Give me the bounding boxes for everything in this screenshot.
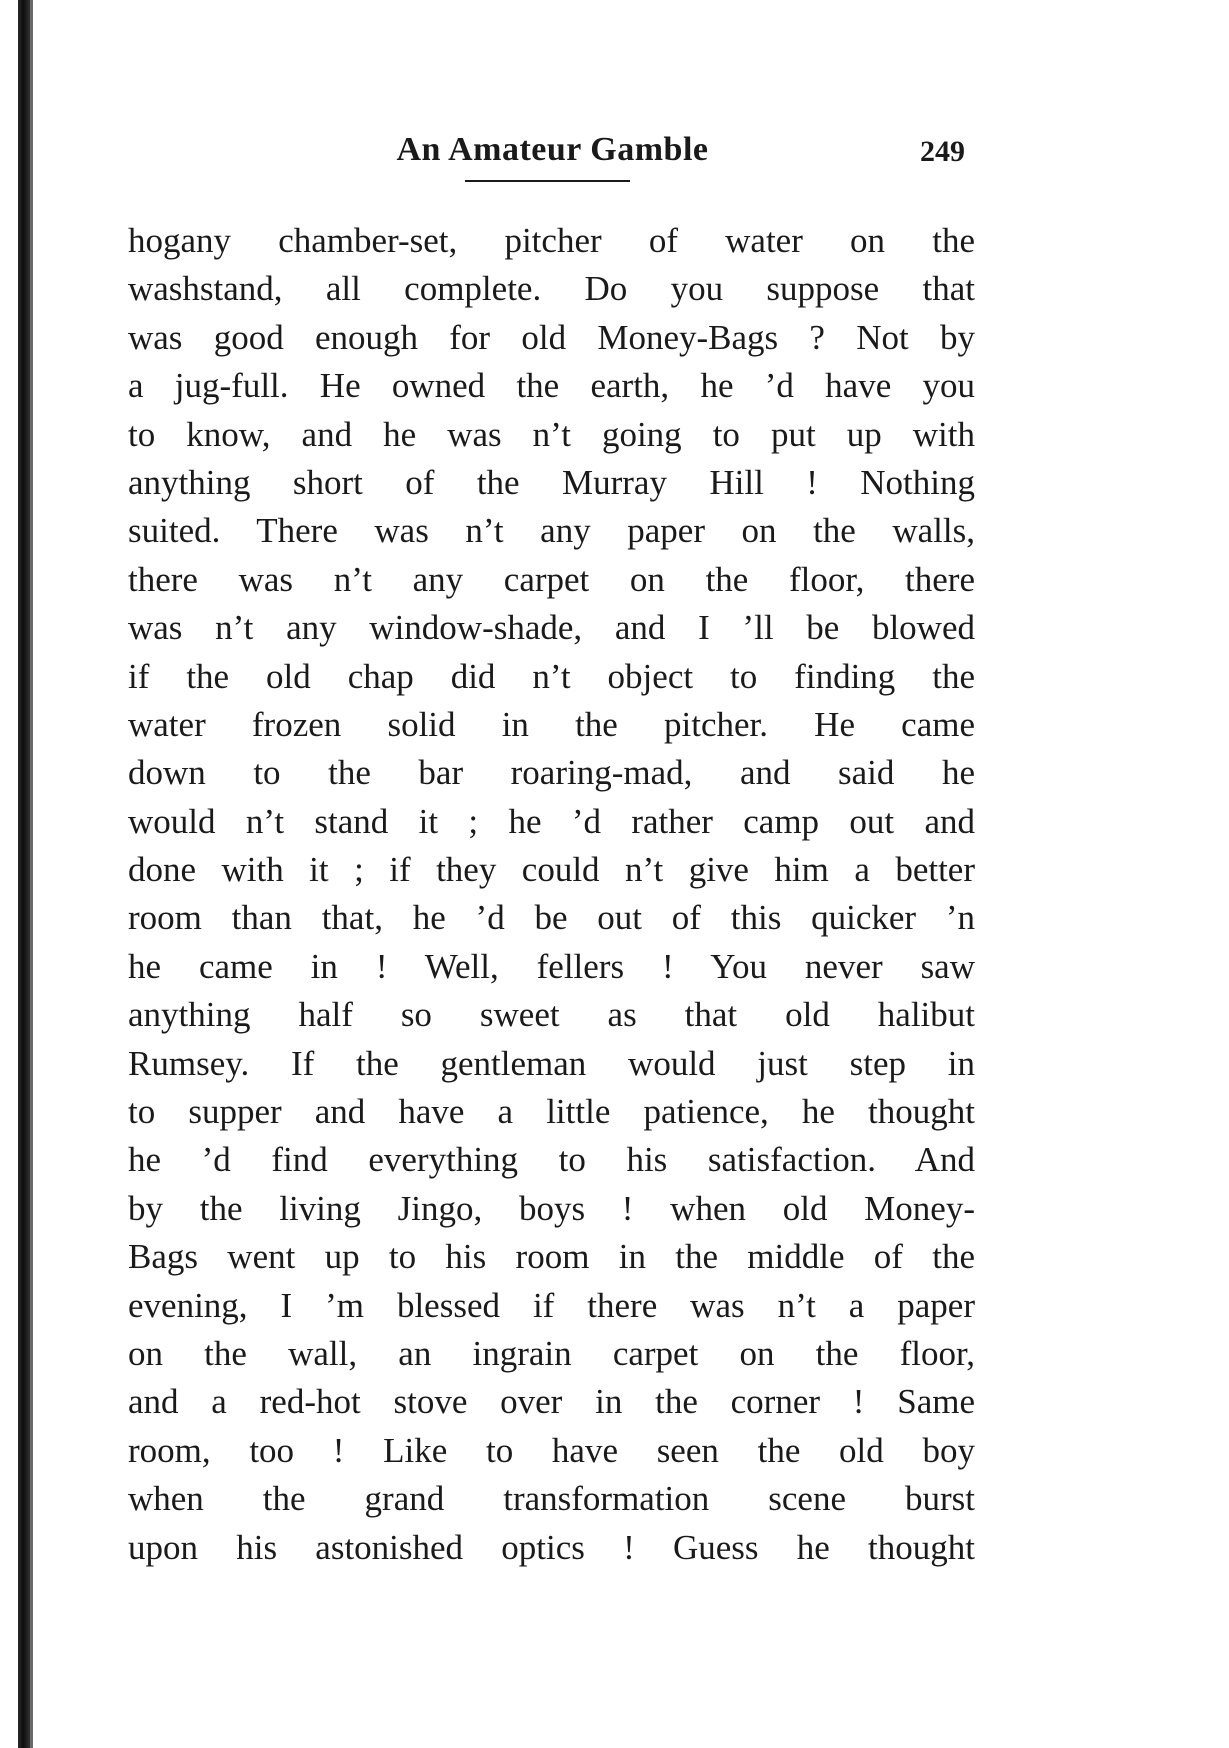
text-line: a jug-full. He owned the earth, he ’d have you — [128, 366, 975, 406]
book-spine-shadow — [18, 0, 30, 1748]
book-spine-edge — [30, 0, 33, 1748]
text-line: suited. There was n’t any paper on the walls, — [128, 511, 975, 551]
text-line: by the living Jingo, boys ! when old Money- — [128, 1188, 975, 1228]
text-line: anything half so sweet as that old halibut — [128, 995, 975, 1035]
text-line: Rumsey. If the gentleman would just step in — [128, 1043, 975, 1083]
text-line: was good enough for old Money-Bags ? Not by — [128, 317, 975, 357]
running-title: An Amateur Gamble — [396, 131, 709, 168]
text-line: if the old chap did n’t object to finding the — [128, 656, 975, 696]
text-line: to supper and have a little patience, he thought — [128, 1092, 975, 1132]
text-line: hogany chamber-set, pitcher of water on the — [128, 221, 975, 260]
text-line: down to the bar roaring-mad, and said he — [128, 753, 975, 793]
header-rule — [465, 180, 630, 182]
text-line: upon his astonished optics ! Guess he thought — [128, 1527, 975, 1567]
text-line: to know, and he was n’t going to put up with — [128, 414, 975, 454]
text-line: he came in ! Well, fellers ! You never saw — [128, 946, 975, 986]
text-line: and a red-hot stove over in the corner ! Same — [128, 1382, 975, 1422]
text-line: anything short of the Murray Hill ! Nothing — [128, 462, 975, 502]
text-line: when the grand transformation scene burst — [128, 1479, 975, 1519]
text-line: done with it ; if they could n’t give him a better — [128, 850, 975, 890]
text-line: would n’t stand it ; he ’d rather camp out and — [128, 801, 975, 841]
text-line: was n’t any window-shade, and I ’ll be blowed — [128, 608, 975, 648]
text-line: Bags went up to his room in the middle of the — [128, 1237, 975, 1277]
text-line: room, too ! Like to have seen the old boy — [128, 1430, 975, 1470]
text-line: evening, I ’m blessed if there was n’t a paper — [128, 1285, 975, 1325]
text-line: washstand, all complete. Do you suppose that — [128, 269, 975, 309]
text-line: on the wall, an ingrain carpet on the floor, — [128, 1333, 975, 1373]
page-number: 249 — [920, 135, 965, 168]
body-text — [128, 217, 975, 1572]
text-line: he ’d find everything to his satisfaction. And — [128, 1140, 975, 1180]
page-header — [130, 130, 975, 190]
text-line: room than that, he ’d be out of this quicker ’n — [128, 898, 975, 938]
text-line: water frozen solid in the pitcher. He came — [128, 704, 975, 744]
text-line: there was n’t any carpet on the floor, there — [128, 559, 975, 599]
